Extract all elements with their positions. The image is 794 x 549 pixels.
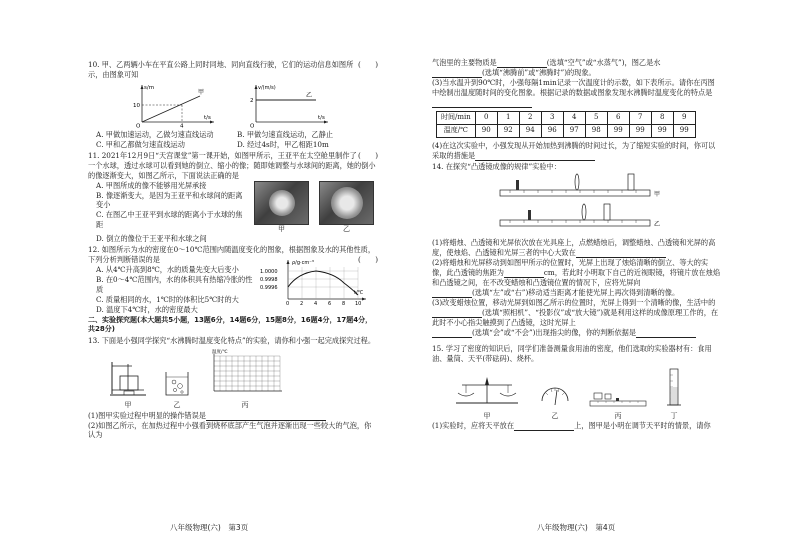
- boiling-apparatus: [108, 360, 148, 398]
- option-c: C. 在图乙中王亚平到水球的距离小于水球的焦距: [96, 210, 243, 230]
- answer-blank[interactable]: [432, 70, 482, 78]
- y-axis-label: v/(m/s): [258, 84, 276, 91]
- origin-label: O: [136, 123, 141, 128]
- bench-label: 甲: [654, 190, 661, 198]
- answer-blank[interactable]: [206, 413, 326, 421]
- x-tick: 4: [180, 123, 184, 128]
- page-footer: 八年级物理(六) 第3页: [170, 522, 249, 532]
- x-axis-label: t/s: [204, 114, 211, 121]
- option-b: B. 在0～4℃范围内，水的体积具有热缩冷胀的性质: [96, 274, 253, 294]
- figure-caption: 丁: [670, 411, 678, 420]
- question-stem: 13. 下面是小强同学探究“水沸腾时温度变化特点”的实验，请你和小强一起完成探究过程。: [88, 336, 376, 346]
- y-tick: 2: [250, 97, 254, 104]
- figure-caption: 丙: [241, 400, 249, 409]
- answer-paren: ( ): [358, 150, 378, 160]
- answer-blank[interactable]: [432, 100, 532, 108]
- temperature-grid: [206, 348, 284, 398]
- weights-and-ruler: [588, 383, 648, 409]
- answer-blank[interactable]: [514, 423, 574, 431]
- table-row-temperature: 温度/℃ 90 92 94 96 97 98 99 99 99 99: [437, 124, 696, 137]
- q12-body: [88, 260, 378, 315]
- x-tick: 2: [300, 301, 304, 308]
- question-stem: 14. 在探究“凸透镜成像的规律”实验中：: [432, 161, 561, 171]
- question-stem: 15. 学习了密度的知识后，同学们准备测量食用油的密度，他们选取的实验器材有：食用油、量筒、天平(带砝码)、烧杯。: [432, 343, 712, 363]
- q13-sub1: (1)图甲实验过程中明显的操作错误是: [88, 411, 378, 421]
- q10-figures: [132, 82, 378, 128]
- question-stem: 12. 如图所示为水的密度在0～10℃范围内随温度变化的图象，根据图象及水的其他性质，下列分析判断错误的是: [88, 245, 376, 265]
- y-axis-label: ρ/g·cm⁻³: [292, 260, 314, 267]
- question-15: 15. 学习了密度的知识后，同学们准备测量食用油的密度，他们选取的实验器材有：食用油、量筒、天平(带砝码)、烧杯。 甲 乙 丙 丁 (1)实验时，应将天平放在 上，图甲是小明在调节天平时的情景，请你: [432, 344, 722, 431]
- measuring-cylinder: [664, 367, 684, 409]
- q15-figures: [452, 367, 722, 422]
- x-axis-label: t/℃: [354, 290, 364, 297]
- left-column: [88, 60, 378, 441]
- question-10: [88, 60, 378, 150]
- figure-caption: 甲: [124, 400, 132, 409]
- balance-scale-dial: [538, 379, 572, 409]
- options: [88, 130, 378, 150]
- x-tick: 6: [328, 301, 332, 308]
- density-temperature-graph: [258, 257, 370, 307]
- temperature-table: [436, 111, 696, 138]
- x-tick: 10: [355, 301, 362, 308]
- question-13: [88, 336, 378, 440]
- answer-paren: ( ): [358, 255, 378, 265]
- figure-caption: 丙: [614, 411, 622, 420]
- beaker-bubbles: [162, 368, 192, 398]
- y-axis-label: s/m: [144, 84, 155, 91]
- option-d: D. 温度下4℃时，水的密度最大: [96, 304, 198, 314]
- option-a: A. 甲做加速运动，乙做匀速直线运动: [96, 129, 214, 139]
- curve-label: 乙: [306, 91, 313, 99]
- q11-body: [88, 181, 378, 235]
- option-c: C. 甲和乙都做匀速直线运动: [96, 139, 185, 149]
- section-heading: 二、实验探究题(本大题共5小题，13题6分，14题6分，15题8分，16题4分，17题4分，共28分): [88, 315, 373, 334]
- water-ball-photo-a: [254, 181, 309, 225]
- balance-figure: [452, 373, 522, 409]
- answer-blank[interactable]: [432, 310, 482, 318]
- q11-photos: [254, 181, 374, 235]
- figure-caption: 甲: [483, 411, 491, 420]
- answer-blank[interactable]: [475, 153, 595, 161]
- origin-label: O: [250, 123, 255, 128]
- answer-blank[interactable]: [432, 330, 472, 338]
- question-14: 14. 在探究“凸透镜成像的规律”实验中： 甲 乙 (1)将蜡烛、凸透镜和光屏依次放在光具座上，点燃蜡烛后，调整蜡烛、凸透镜和光屏的高度，使烛焰、凸透镜和光屏三者的中心大致在 (2)将蜡烛和光屏移动到如图甲所示的位置时，光屏上出现了烛焰清晰的倒立、等大的实像，此凸透镜的焦距为 cm，若此时小明取下自己的近视眼镜，将镜片放在烛焰和凸透镜之间，在不改变蜡烛和凸透镜位置的情况下，应将光屏向 (选填“左”或“右”)移动适当距离才能使光屏上再次得到清晰的像。 (3)改变蜡烛位置，移动光屏到如图乙所示的位置时，光屏上得到一个清晰的像，生活中的(选填“照相机”、“投影仪”或“放大镜”)就是利用这样的成像原理工作的，在此时不小心指尖触摸到了凸透镜，这时光屏上 (选填“会”或“不会”)出现指尖的像，你的判断依据是: [432, 161, 721, 337]
- option-a: A. 从4℃升高到8℃，水的质量先变大后变小: [96, 265, 239, 275]
- option-c: C. 质量相同的水，1℃时的体积比5℃时的大: [96, 294, 239, 304]
- answer-blank[interactable]: [636, 330, 696, 338]
- q12-options: [88, 265, 258, 315]
- x-axis-label: t/s: [318, 114, 325, 121]
- option-b: B. 甲做匀速直线运动，乙静止: [237, 129, 334, 139]
- question-12: [88, 245, 378, 315]
- table-row-time: 时间/min 0 1 2 3 4 5 6 7 8 9: [437, 111, 696, 124]
- velocity-time-graph: [246, 82, 330, 128]
- option-b: B. 像逐渐变大，是因为王亚平和水球间的距离变小: [96, 190, 243, 210]
- x-tick: 0: [286, 301, 290, 308]
- photo-caption: 乙: [343, 224, 350, 233]
- q11-options: [88, 181, 248, 231]
- option-d: D. 经过4s时，甲乙相距10m: [237, 139, 329, 149]
- optical-bench-figures: [432, 172, 722, 236]
- question-stem: 10. 甲、乙两辆小车在平直公路上同时同地、同向直线行驶，它们的运动信息如图所示，由图象可知: [88, 60, 354, 79]
- q13-sub2: (2)如图乙所示，在加热过程中小强看到烧杯底部产生气泡并逐渐出现一些较大的气泡，你认为: [88, 420, 372, 440]
- bench-label: 乙: [654, 220, 661, 228]
- curve-label: 甲: [198, 88, 205, 96]
- option-a: A. 甲图所成的像不能够用光屏承接: [96, 180, 207, 190]
- question-stem: 11. 2021年12月9日“天宫课堂”第一课开始，如图甲所示，王亚平在太空舱里制作了一个水球，透过水球可以看到她的倒立、缩小的像；随即她调整与水球间的距离，她的倒小的像逐渐变大，如图乙所示，下面说法正确的是: [88, 150, 376, 180]
- answer-paren: ( ): [358, 60, 378, 69]
- page-4: [397, 0, 794, 549]
- figure-caption: 乙: [551, 411, 559, 420]
- q13-figures: [108, 348, 378, 411]
- water-ball-photo-b: [319, 181, 374, 225]
- y-tick: 0.9996: [260, 285, 278, 292]
- question-11: [88, 151, 378, 244]
- distance-time-graph: [132, 82, 216, 128]
- answer-blank[interactable]: [497, 60, 547, 68]
- x-tick: 8: [342, 301, 346, 308]
- option-d: D. 倒立的像位于王亚平和水球之间: [96, 234, 207, 244]
- figure-caption: 乙: [173, 400, 181, 409]
- photo-caption: 甲: [278, 224, 285, 233]
- grid-y-label: 温度/℃: [212, 349, 228, 355]
- page-footer: 八年级物理(六) 第4页: [537, 522, 616, 532]
- question-13-continued: 气泡里的主要物质是 (选填“空气”或“水蒸气”)，图乙是水 (选填“沸腾前”或“沸腾时”)的现象。 (3)当水温升到90℃时，小强每隔1min记录一次温度计的示数，如下表所示。请你在丙图中绘制出温度随时间的变化图象。根据记录的数据或图象发现水沸腾时温度变化的特点是 时间/min 0 1 2 3 4 5 6 7 8 9 温度/℃ 90 92 94 96 97 98 99 99 99 99 (4)在这次实验中，小强发现从开始加热到沸腾的时间过长，为了缩短实验的时间，你可以采取的措施是: [432, 58, 716, 160]
- x-tick: 4: [314, 301, 318, 308]
- y-tick: 0.9998: [260, 277, 278, 284]
- right-column: [432, 58, 722, 432]
- answer-blank[interactable]: [504, 270, 544, 278]
- answer-blank[interactable]: [576, 250, 666, 258]
- y-tick: 10: [133, 102, 140, 109]
- y-tick: 1.0000: [260, 269, 278, 276]
- answer-blank[interactable]: [432, 290, 472, 298]
